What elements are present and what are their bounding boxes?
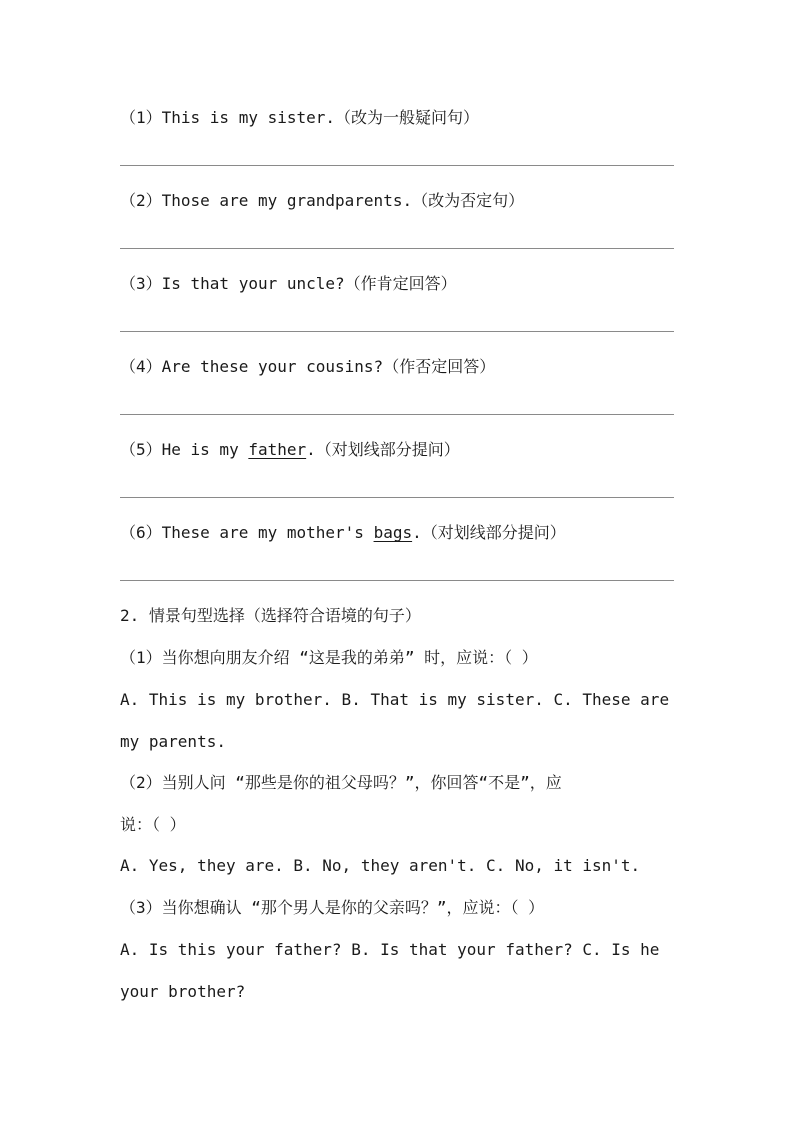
question-1-options-continued: my parents. xyxy=(120,732,226,751)
exercise-item-6 xyxy=(120,523,674,606)
exercise-prompt xyxy=(120,274,457,294)
question-3-prompt: （3）当你想确认 “那个男人是你的父亲吗？”，应说：（ ） xyxy=(120,898,545,917)
exercise-item-2 xyxy=(120,191,674,274)
answer-line[interactable] xyxy=(120,165,674,166)
exercise-text: （5）He is my xyxy=(120,440,249,459)
exercise-item-4 xyxy=(120,357,674,440)
exercise-item-3 xyxy=(120,274,674,357)
answer-line[interactable] xyxy=(120,580,674,581)
question-2-prompt-continued: 说：（ ） xyxy=(120,815,186,834)
underlined-word: father xyxy=(248,440,307,459)
answer-line[interactable] xyxy=(120,331,674,332)
exercise-prompt xyxy=(120,191,524,211)
exercise-text: （6）These are my mother's xyxy=(120,523,374,542)
answer-line[interactable] xyxy=(120,497,674,498)
exercise-prompt xyxy=(120,357,495,377)
exercise-item-5 xyxy=(120,440,674,523)
question-1-prompt: （1）当你想向朋友介绍 “这是我的弟弟” 时，应说：（ ） xyxy=(120,648,538,667)
exercise-text: （2）Those are my grandparents.（改为否定句） xyxy=(120,191,525,210)
exercise-prompt xyxy=(120,108,479,128)
question-3-options-continued: your brother? xyxy=(120,982,246,1001)
exercise-prompt xyxy=(120,440,460,460)
exercise-instruction: .（对划线部分提问） xyxy=(306,440,460,459)
exercise-instruction: .（对划线部分提问） xyxy=(412,523,566,542)
section-heading: 2. 情景句型选择（选择符合语境的句子） xyxy=(120,606,421,625)
question-2-prompt: （2）当别人问 “那些是你的祖父母吗？”，你回答“不是”，应 xyxy=(120,773,562,792)
answer-line[interactable] xyxy=(120,248,674,249)
exercise-text: （3）Is that your uncle?（作肯定回答） xyxy=(120,274,457,293)
exercise-text: （4）Are these your cousins?（作否定回答） xyxy=(120,357,496,376)
underlined-word: bags xyxy=(373,523,413,542)
question-3-options: A. Is this your father? B. Is that your father? C. Is he xyxy=(120,940,660,959)
answer-line[interactable] xyxy=(120,414,674,415)
exercise-prompt xyxy=(120,523,566,543)
question-2-options: A. Yes, they are. B. No, they aren't. C. No, it isn't. xyxy=(120,856,641,875)
question-1-options: A. This is my brother. B. That is my sister. C. These are xyxy=(120,690,670,709)
exercise-text: （1）This is my sister.（改为一般疑问句） xyxy=(120,108,480,127)
exercise-item-1 xyxy=(120,108,674,191)
